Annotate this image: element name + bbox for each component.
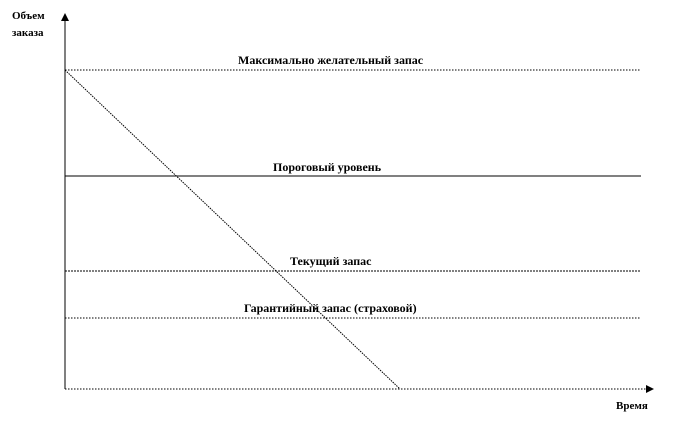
consumption-line (65, 70, 400, 389)
y-axis-label-line2: заказа (12, 27, 44, 39)
y-axis-label-line1: Объем (12, 10, 45, 22)
y-axis-label (12, 8, 45, 42)
threshold-level-label: Пороговый уровень (273, 160, 382, 174)
safety-stock-label: Гарантийный запас (страховой) (244, 301, 417, 315)
max-desired-stock-label: Максимально желательный запас (238, 53, 424, 67)
current-stock-label: Текущий запас (290, 254, 372, 268)
x-axis-label: Время (616, 400, 648, 412)
